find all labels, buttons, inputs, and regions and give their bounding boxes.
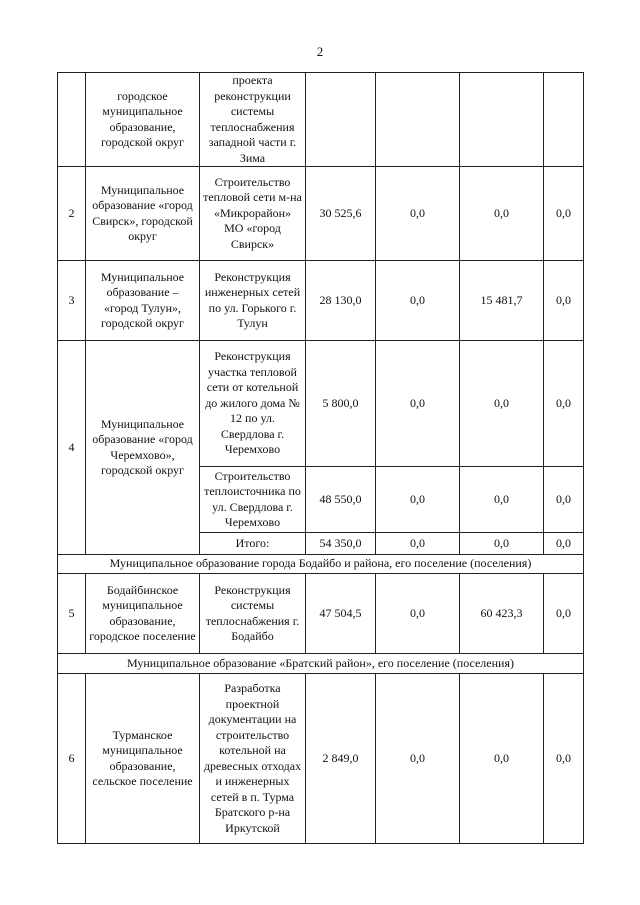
municipality-cell: Муниципальное образование «город Черемхово», городской округ [86,341,200,555]
value-cell: 0,0 [376,167,460,261]
value-cell: 0,0 [460,341,544,467]
section-row [58,654,584,674]
value-cell: 0,0 [460,167,544,261]
value-cell: 0,0 [544,167,584,261]
value-cell [460,73,544,167]
value-cell: 0,0 [376,574,460,654]
section-heading: Муниципальное образование «Братский район», его поселение (поселения) [58,654,584,674]
row-number: 2 [58,167,86,261]
table-row [58,261,584,341]
row-number: 6 [58,674,86,844]
funding-table [57,72,584,844]
value-cell: 0,0 [376,261,460,341]
total-label: Итого: [200,533,306,555]
total-value: 0,0 [460,533,544,555]
value-cell: 0,0 [376,341,460,467]
table-row [58,574,584,654]
value-cell: 5 800,0 [306,341,376,467]
value-cell: 60 423,3 [460,574,544,654]
row-number: 3 [58,261,86,341]
table-row [58,73,584,167]
value-cell: 30 525,6 [306,167,376,261]
table-row [58,674,584,844]
project-cell: Реконструкция инженерных сетей по ул. Горького г. Тулун [200,261,306,341]
row-number: 5 [58,574,86,654]
project-cell: Реконструкция системы теплоснабжения г. Бодайбо [200,574,306,654]
value-cell: 0,0 [460,467,544,533]
project-cell: Строительство тепловой сети м-на «Микрорайон» МО «город Свирск» [200,167,306,261]
total-value: 54 350,0 [306,533,376,555]
value-cell [376,73,460,167]
value-cell: 48 550,0 [306,467,376,533]
value-cell: 0,0 [544,261,584,341]
table-row [58,167,584,261]
project-cell: Реконструкция участка тепловой сети от котельной до жилого дома № 12 по ул. Свердлова г. Черемхово [200,341,306,467]
municipality-cell: Муниципальное образование «город Свирск», городской округ [86,167,200,261]
municipality-cell: Турманское муниципальное образование, сельское поселение [86,674,200,844]
value-cell: 0,0 [544,674,584,844]
project-cell: Строительство теплоисточника по ул. Свердлова г. Черемхово [200,467,306,533]
value-cell: 0,0 [544,574,584,654]
value-cell [306,73,376,167]
table-row [58,341,584,467]
municipality-cell: городское муниципальное образование, городской округ [86,73,200,167]
value-cell: 0,0 [376,674,460,844]
value-cell: 15 481,7 [460,261,544,341]
municipality-cell: Бодайбинское муниципальное образование, городское поселение [86,574,200,654]
value-cell: 47 504,5 [306,574,376,654]
value-cell: 28 130,0 [306,261,376,341]
value-cell: 0,0 [460,674,544,844]
row-number [58,73,86,167]
section-row [58,555,584,574]
municipality-cell: Муниципальное образование – «город Тулун», городской округ [86,261,200,341]
value-cell: 0,0 [544,467,584,533]
section-heading: Муниципальное образование города Бодайбо и района, его поселение (поселения) [58,555,584,574]
project-cell: проекта реконструкции системы теплоснабжения западной части г. Зима [200,73,306,167]
project-cell: Разработка проектной документации на строительство котельной на древесных отходах и инженерных сетей в п. Турма Братского р-на Иркутской [200,674,306,844]
page-number: 2 [316,44,324,59]
value-cell [544,73,584,167]
row-number: 4 [58,341,86,555]
value-cell: 0,0 [544,341,584,467]
value-cell: 2 849,0 [306,674,376,844]
total-value: 0,0 [544,533,584,555]
value-cell: 0,0 [376,467,460,533]
total-value: 0,0 [376,533,460,555]
